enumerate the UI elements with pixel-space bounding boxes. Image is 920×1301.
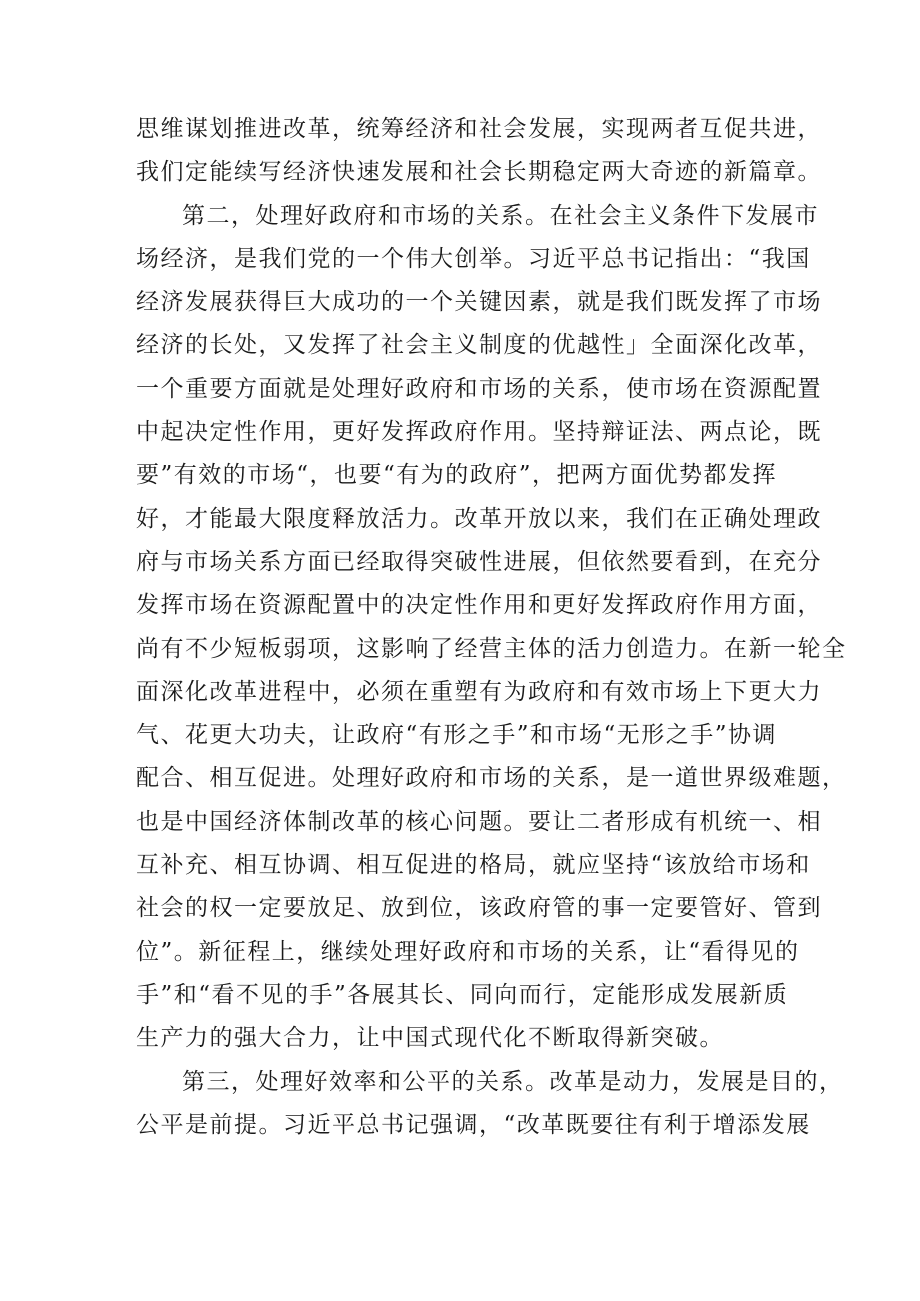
- text-line: 公平是前提。习近平总书记强调，“改革既要往有利于增添发展: [136, 1111, 811, 1138]
- text-line: 生产力的强大合力，让中国式现代化不断取得新突破。: [136, 1025, 724, 1052]
- text-line: 好，才能最大限度释放活力。改革开放以来，我们在正确处理政: [136, 505, 822, 532]
- text-line: 面深化改革进程中，必须在重塑有为政府和有效市场上下更大力: [136, 678, 822, 705]
- text-line: 经济发展获得巨大成功的一个关键因素，就是我们既发挥了市场: [136, 289, 822, 316]
- text-line: 气、花更大功夫，让政府“有形之手”和市场“无形之手”协调: [136, 722, 778, 749]
- text-line: 互补充、相互协调、相互促进的格局，就应坚持“该放给市场和: [136, 852, 811, 879]
- text-line: 我们定能续写经济快速发展和社会长期稳定两大奇迹的新篇章。: [136, 159, 822, 186]
- text-line: 位”。新征程上，继续处理好政府和市场的关系，让“看得见的: [136, 938, 800, 965]
- text-line: 思维谋划推进改革，统筹经济和社会发展，实现两者互促共进，: [136, 116, 822, 142]
- text-line: 要”有效的市场“，也要“有为的政府”，把两方面优势都发挥: [136, 462, 778, 489]
- text-line: 也是中国经济体制改革的核心问题。要让二者形成有机统一、相: [136, 808, 822, 835]
- text-line: 一个重要方面就是处理好政府和市场的关系，使市场在资源配置: [136, 375, 822, 402]
- paragraph-start-line: 第三，处理好效率和公平的关系。改革是动力，发展是目的，: [182, 1068, 844, 1095]
- text-line: 府与市场关系方面已经取得突破性进展，但依然要看到，在充分: [136, 548, 822, 575]
- text-line: 社会的权一定要放足、放到位，该政府管的事一定要管好、管到: [136, 895, 822, 922]
- text-line: 手”和“看不见的手”各展其长、同向而行，定能形成发展新质: [136, 981, 789, 1008]
- text-line: 场经济，是我们党的一个伟大创举。习近平总书记指出：“我国: [136, 245, 811, 272]
- text-line: 发挥市场在资源配置中的决定性作用和更好发挥政府作用方面，: [136, 592, 822, 619]
- paragraph-start-line: 第二，处理好政府和市场的关系。在社会主义条件下发展市: [182, 202, 819, 229]
- text-line: 配合、相互促进。处理好政府和市场的关系，是一道世界级难题，: [136, 765, 847, 792]
- text-line: 经济的长处，又发挥了社会主义制度的优越性」全面深化改革，: [136, 332, 822, 359]
- body-text: [136, 108, 847, 1147]
- text-line: 尚有不少短板弱项，这影响了经营主体的活力创造力。在新一轮全: [136, 635, 847, 662]
- text-line: 中起决定性作用，更好发挥政府作用。坚持辩证法、两点论，既: [136, 419, 822, 446]
